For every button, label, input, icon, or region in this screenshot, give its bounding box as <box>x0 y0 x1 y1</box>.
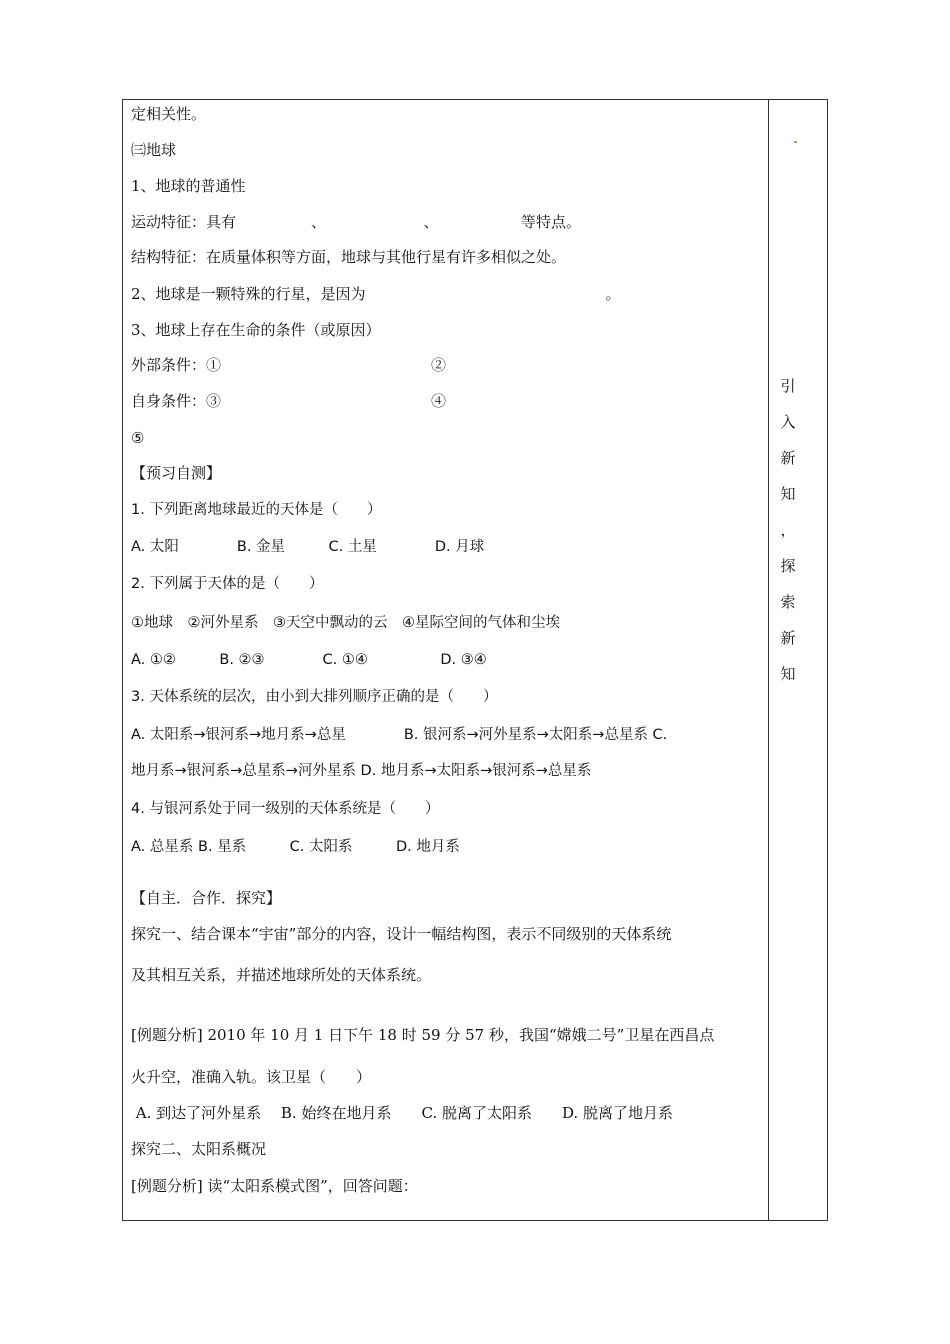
side-char: 探 <box>780 557 796 575</box>
text-line: 探究一、结合课本“宇宙”部分的内容，设计一幅结构图，表示不同级别的天体系统 <box>131 925 672 943</box>
question-2: 2. 下列属于天体的是（ ） <box>131 576 324 592</box>
side-char: ， <box>780 521 796 539</box>
question-1-options: A. 太阳 B. 金星 C. 土星 D. 月球 <box>131 539 485 555</box>
text-line: 探究二、太阳系概况 <box>131 1140 267 1158</box>
question-3: 3. 天体系统的层次，由小到大排列顺序正确的是（ ） <box>131 689 498 705</box>
side-char: 新 <box>780 629 796 647</box>
text-line: 及其相互关系，并描述地球所处的天体系统。 <box>131 966 432 984</box>
column-divider <box>768 99 769 1221</box>
text-line: 结构特征：在质量体积等方面，地球与其他行星有许多相似之处。 <box>131 248 567 266</box>
text-line: 自身条件：③ ④ <box>131 392 447 410</box>
text-line: 火升空，准确入轨。该卫星（ ） <box>131 1068 372 1086</box>
section-heading: ㈢地球 <box>131 141 177 159</box>
side-char: 索 <box>780 593 796 611</box>
example-options: A. 到达了河外星系 B. 始终在地月系 C. 脱离了太阳系 D. 脱离了地月系 <box>131 1104 673 1122</box>
text-line: 3、地球上存在生命的条件（或原因） <box>131 321 381 339</box>
side-char: 知 <box>780 485 796 503</box>
text-line: 1、地球的普通性 <box>131 177 246 195</box>
text-line: 定相关性。 <box>131 105 207 123</box>
text-line: 2、地球是一颗特殊的行星，是因为 。 <box>131 285 621 303</box>
section-heading: 【自主．合作．探究】 <box>131 889 282 907</box>
text-line: ⑤ <box>131 429 145 447</box>
question-2-items: ①地球 ②河外星系 ③天空中飘动的云 ④星际空间的气体和尘埃 <box>131 615 560 631</box>
question-4-options: A. 总星系 B. 星系 C. 太阳系 D. 地月系 <box>131 839 460 855</box>
example-analysis: [例题分析] 2010 年 10 月 1 日下午 18 时 59 分 57 秒，我国“嫦娥二号”卫星在西昌点 <box>131 1026 715 1044</box>
side-char: 知 <box>780 665 796 683</box>
example-analysis: [例题分析] 读“太阳系模式图”，回答问题： <box>131 1177 418 1195</box>
marker-dot <box>794 141 797 143</box>
question-3-options-cont: 地月系→银河系→总星系→河外星系 D. 地月系→太阳系→银河系→总星系 <box>131 763 592 779</box>
text-line: 运动特征：具有 、 、 等特点。 <box>131 213 582 231</box>
side-char: 入 <box>780 413 796 431</box>
side-char: 引 <box>780 377 796 395</box>
section-heading: 【预习自测】 <box>131 464 222 482</box>
question-3-options: A. 太阳系→银河系→地月系→总星 B. 银河系→河外星系→太阳系→总星系 C. <box>131 727 668 743</box>
question-4: 4. 与银河系处于同一级别的天体系统是（ ） <box>131 801 440 817</box>
text-line: 外部条件：① ② <box>131 356 447 374</box>
question-2-options: A. ①② B. ②③ C. ①④ D. ③④ <box>131 652 487 668</box>
question-1: 1. 下列距离地球最近的天体是（ ） <box>131 502 382 518</box>
side-label <box>779 376 797 700</box>
side-char: 新 <box>780 449 796 467</box>
